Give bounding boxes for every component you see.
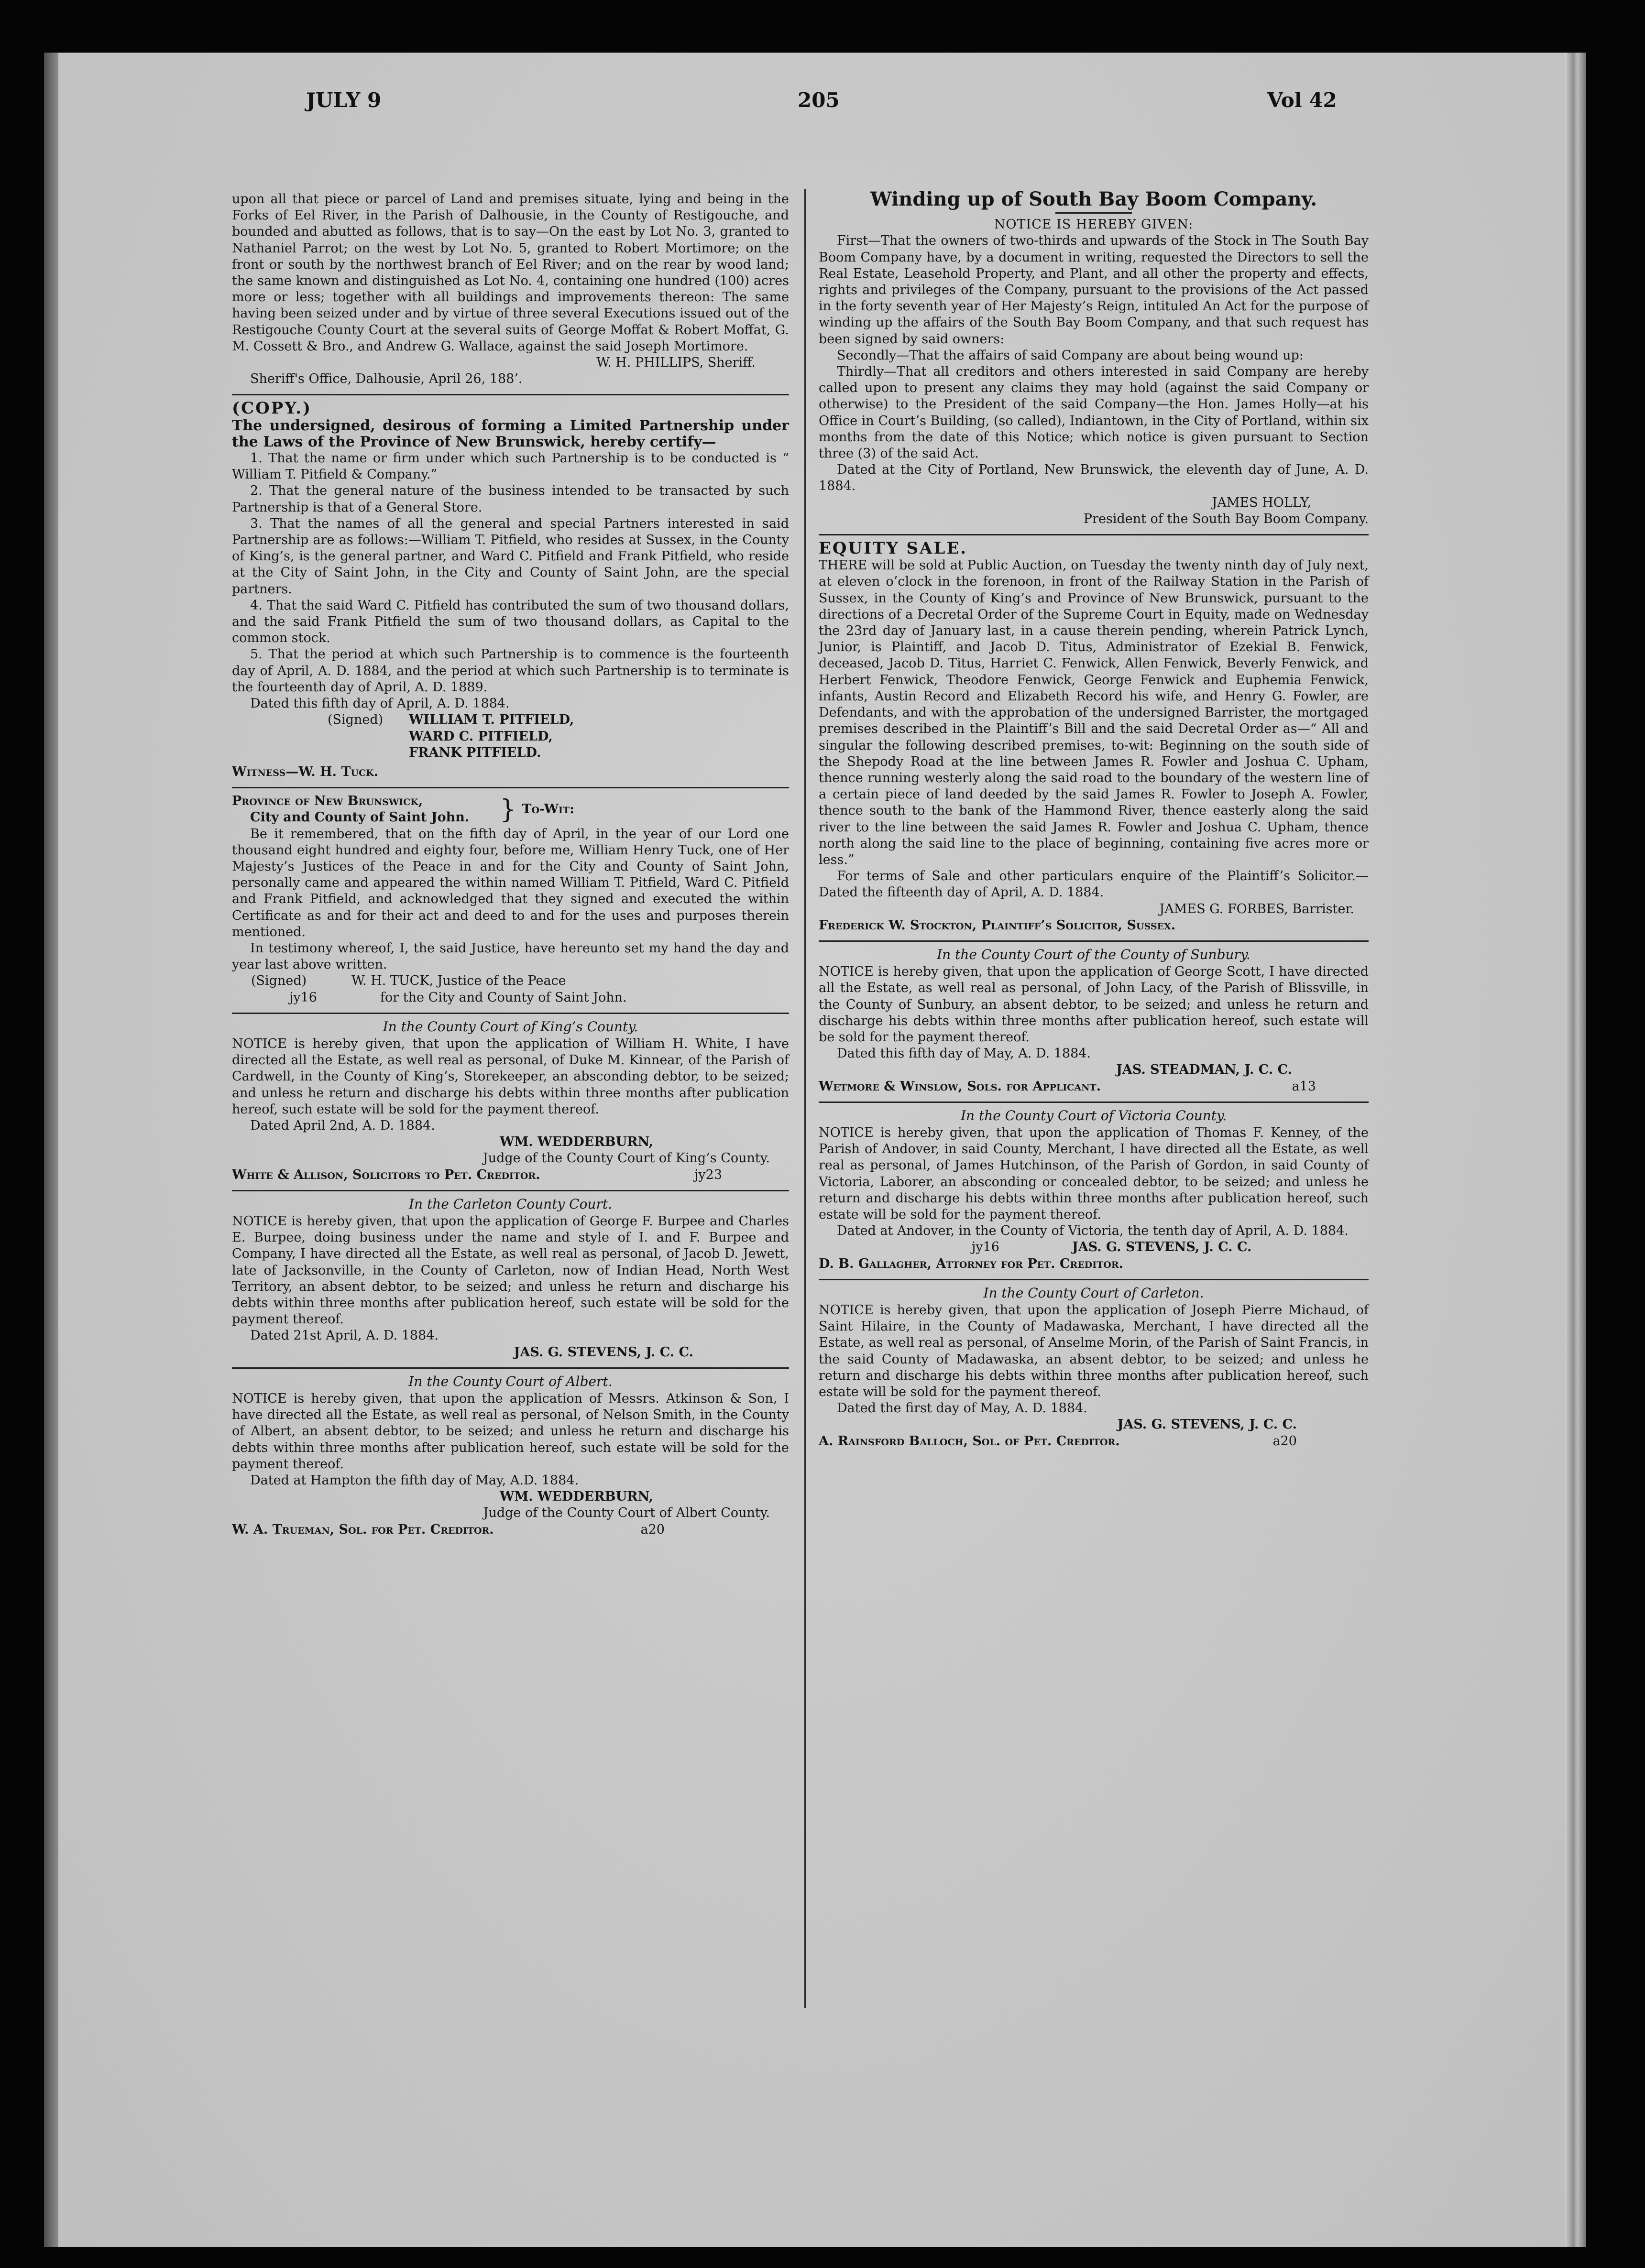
signatories <box>409 712 574 761</box>
forbes-signature: JAMES G. FORBES, Barrister. <box>1159 901 1354 916</box>
carleton-dated: Dated 21st April, A. D. 1884. <box>250 1328 439 1343</box>
signed-label: (Signed) <box>328 712 384 728</box>
albert-solicitor: W. A. Trueman, Sol. for Pet. Creditor. <box>232 1522 494 1537</box>
justice-signed <box>251 973 351 1005</box>
copy-item-2: 2. That the general nature of the business intended to be transacted by such Partnership is that of a General Store. <box>232 483 789 515</box>
copy-intro: The undersigned, desirous of forming a Limited Partnership under the Laws of the Province of New Brunswick, hereby certify— <box>232 417 789 450</box>
signatory: WILLIAM T. PITFIELD, <box>409 712 574 728</box>
section-rule <box>232 787 789 788</box>
section-rule <box>232 1190 789 1191</box>
copy-dated: Dated this fifth day of April, A. D. 1884. <box>250 696 510 711</box>
equity-terms: For terms of Sale and other particulars enquire of the Plaintiff’s Solicitor.—Dated the fifteenth day of April, A. D. 1884. <box>819 869 1369 900</box>
section-rule <box>232 1367 789 1369</box>
albert-judge-title: Judge of the County Court of Albert County. <box>483 1505 770 1521</box>
sunbury-judge: JAS. STEADMAN, J. C. C. <box>1116 1062 1292 1078</box>
carleton2-solicitor: A. Rainsford Balloch, Sol. of Pet. Creditor. <box>819 1433 1120 1449</box>
winding-first: First—That the owners of two-thirds and upwards of the Stock in The South Bay Boom Company have, by a document in writing, requested the Directors to sell the Real Estate, Leasehold Property, and Plant, and all other the property and effects, rights and privileges of the Company, pursuant to the provisions of the Act passed in the forty seventh year of Her Majesty’s Reign, intituled An Act for the purpose of winding up the affairs of the South Bay Boom Company, and that such request has been signed by said owners: <box>819 233 1369 347</box>
justice-code: jy16 <box>289 990 317 1005</box>
signatory: WARD C. PITFIELD, <box>409 729 553 744</box>
albert-solicitor-line <box>232 1522 789 1538</box>
victoria-attorney: D. B. Gallagher, Attorney for Pet. Creditor. <box>819 1256 1124 1271</box>
carleton-court-heading: In the Carleton County Court. <box>409 1196 612 1212</box>
province-lines <box>232 793 500 826</box>
section-rule <box>232 1013 789 1014</box>
kings-judge: WM. WEDDERBURN, <box>500 1134 653 1150</box>
kings-court-heading: In the County Court of King’s County. <box>383 1018 638 1035</box>
carleton2-judge: JAS. G. STEVENS, J. C. C. <box>1117 1417 1297 1432</box>
notice-given-heading: NOTICE IS HEREBY GIVEN: <box>994 217 1194 232</box>
winding-thirdly: Thirdly—That all creditors and others interested in said Company are hereby called upon to present any claims they may hold (against the said Company or otherwise) to the President of the said Company—the Hon. James Holly—at his Office in Court’s Building, (so called), Indiantown, in the City of Portland, within six months from the date of this Notice; which notice is given pursuant to Section three (3) of the said Act. <box>819 364 1369 461</box>
sunbury-solicitor-line <box>819 1079 1369 1095</box>
short-rule <box>1055 212 1132 214</box>
albert-court-heading: In the County Court of Albert. <box>408 1373 613 1389</box>
stockton-line: Frederick W. Stockton, Plaintiff’s Solicitor, Sussex. <box>819 917 1176 933</box>
kings-dated: Dated April 2nd, A. D. 1884. <box>250 1118 435 1133</box>
albert-dated: Dated at Hampton the fifth day of May, A.D. 1884. <box>250 1473 579 1488</box>
copy-item-4: 4. That the said Ward C. Pitfield has contributed the sum of two thousand dollars, and the said Frank Pitfield the sum of two thousand dollars, as Capital to the common stock. <box>232 598 789 646</box>
sunbury-dated: Dated this fifth day of May, A. D. 1884. <box>837 1046 1091 1061</box>
sunbury-notice-text: NOTICE is hereby given, that upon the application of George Scott, I have directed all the Estate, as well real as personal, of John Lacy, of the Parish of Blissville, in the County of Sunbury, an absent debtor, to be seized; and unless he return and discharge his debts within three months after publication hereof, such estate will be sold for the payment thereof. <box>819 964 1369 1045</box>
kings-notice-text: NOTICE is hereby given, that upon the application of William H. White, I have directed all the Estate, as well real as personal, of Duke M. Kinnear, of the Parish of Cardwell, in the County of King’s, Storekeeper, an absconding debtor, to be seized; and unless he return and discharge his debts within three months after publication hereof, such estate will be sold for the payment thereof. <box>232 1036 789 1117</box>
justice-name: W. H. TUCK, Justice of the Peace <box>351 973 566 989</box>
victoria-dated: Dated at Andover, in the County of Victoria, the tenth day of April, A. D. 1884. <box>837 1223 1349 1239</box>
copy-item-3: 3. That the names of all the general and special Partners interested in said Partnership are as follows:—William T. Pitfield, who resides at Sussex, in the County of King’s, is the general partner, and Ward C. Pitfield and Frank Pitfield, who reside at the City of Saint John, in the City and County of Saint John, are the special partners. <box>232 516 789 597</box>
kings-solicitors: White & Allison, Solicitors to Pet. Creditor. <box>232 1167 540 1182</box>
carleton-judge: JAS. G. STEVENS, J. C. C. <box>514 1344 693 1360</box>
victoria-judge: JAS. G. STEVENS, J. C. C. <box>1072 1240 1252 1255</box>
section-rule <box>232 394 789 395</box>
albert-notice-text: NOTICE is hereby given, that upon the application of Messrs. Atkinson & Son, I have directed all the Estate, as well real as personal, of Nelson Smith, in the County of Albert, an absent debtor, to be seized; and unless he return and discharge his debts within three months after publication hereof, such estate will be sold for the payment thereof. <box>232 1391 789 1472</box>
testimony-text: In testimony whereof, I, the said Justice, have hereunto set my hand the day and year last above written. <box>232 940 789 972</box>
kings-solicitor-line <box>232 1167 789 1183</box>
sunbury-court-heading: In the County Court of the County of Sunbury. <box>937 946 1250 962</box>
province-line: Province of New Brunswick, <box>232 794 423 809</box>
copy-item-5: 5. That the period at which such Partnership is to commence is the fourteenth day of April, A. D. 1884, and the period at which such Partnership is to terminate is the fourteenth day of April, A. D. 1889. <box>232 647 789 695</box>
victoria-court-heading: In the County Court of Victoria County. <box>960 1107 1227 1123</box>
winding-secondly: Secondly—That the affairs of said Company are about being wound up: <box>837 348 1304 363</box>
victoria-judge-line <box>819 1239 1369 1255</box>
brace-glyph: } <box>500 794 516 825</box>
kings-code: jy23 <box>694 1167 722 1182</box>
right-column <box>819 188 1369 1450</box>
carleton2-notice-text: NOTICE is hereby given, that upon the application of Joseph Pierre Michaud, of Saint Hilaire, in the County of Madawaska, Merchant, I have directed all the Estate, as well real as personal, of Anselme Morin, of the Parish of Saint Francis, in the said County of Madawaska, an absent debtor, to be seized; and unless he return and discharge his debts within three months after publication hereof, such estate will be sold for the payment thereof. <box>819 1303 1369 1400</box>
holly-signature: JAMES HOLLY, <box>1212 495 1311 510</box>
witness-line: Witness—W. H. Tuck. <box>232 764 379 779</box>
carleton2-solicitor-line <box>819 1433 1369 1450</box>
copy-item-1: 1. That the name or firm under which such Partnership is to be conducted is “ William T. Pitfield & Company.” <box>232 451 789 482</box>
signed-label: (Signed) <box>251 973 307 989</box>
section-rule <box>819 1101 1369 1103</box>
section-rule <box>819 534 1369 535</box>
carleton2-court-heading: In the County Court of Carleton. <box>983 1285 1204 1301</box>
justice-details <box>351 973 627 1005</box>
sunbury-solicitors: Wetmore & Winslow, Sols. for Applicant. <box>819 1079 1101 1094</box>
copy-heading: (COPY.) <box>232 399 312 418</box>
signatures-block <box>232 712 789 761</box>
sunbury-code: a13 <box>1292 1079 1316 1094</box>
header-page-number: 205 <box>798 88 840 112</box>
equity-sale-heading: EQUITY SALE. <box>819 539 968 558</box>
section-rule <box>819 940 1369 942</box>
header-date: JULY 9 <box>306 88 382 112</box>
page-binding-shadow <box>44 53 58 2247</box>
albert-code: a20 <box>640 1522 665 1537</box>
carleton2-dated: Dated the first day of May, A. D. 1884. <box>837 1401 1087 1416</box>
kings-judge-title: Judge of the County Court of King’s County. <box>483 1151 770 1166</box>
winding-dated: Dated at the City of Portland, New Brunswick, the eleventh day of June, A. D. 1884. <box>819 462 1369 494</box>
column-divider <box>804 189 806 2008</box>
section-rule <box>819 1279 1369 1280</box>
victoria-notice-text: NOTICE is hereby given, that upon the application of Thomas F. Kenney, of the Parish of Andover, in said County, Merchant, I have directed all the Estate, as well real as personal, of James Hutchinson, of the Parish of Gordon, in said County of Victoria, Laborer, an absconding or concealed debtor, to be seized; and unless he return and discharge his debts within three months after publication hereof, such estate will be sold for the payment thereof. <box>819 1125 1369 1222</box>
victoria-code: jy16 <box>972 1240 999 1255</box>
holly-title: President of the South Bay Boom Company. <box>1083 511 1369 526</box>
sheriff-notice-text: upon all that piece or parcel of Land and premises situate, lying and being in the Forks of Eel River, in the Parish of Dalhousie, in the County of Restigouche, and bounded and abutted as follows, that is to say—On the east by Lot No. 3, granted to Nathaniel Parrot; on the west by Lot No. 5, granted to Robert Mortimore; on the front or south by the northwest branch of Eel River; and on the rear by wood land; the same known and distinguished as Lot No. 4, containing one hundred (100) acres more or less; together with all buildings and improvements thereon: The same having been seized under and by virtue of three several Executions issued out of the Restigouche County Court at the several suits of George Moffat & Robert Moffat, G. M. Cossett & Bro., and Andrew G. Wallace, against the said Joseph Mortimore. <box>232 192 789 354</box>
sheriff-office-line: Sheriff's Office, Dalhousie, April 26, 188’. <box>250 371 523 387</box>
page-edge-shadow <box>1565 53 1586 2247</box>
carleton2-code: a20 <box>1272 1433 1297 1449</box>
justice-block <box>232 973 789 1005</box>
albert-judge: WM. WEDDERBURN, <box>500 1489 653 1505</box>
carleton-notice-text: NOTICE is hereby given, that upon the application of George F. Burpee and Charles E. Burpee, doing business under the name and style of I. and F. Burpee and Company, I have directed all the Estate, as well real as personal, of Jacob D. Jewett, late of Jacksonville, in the County of Carleton, now of Indian Head, North West Territory, an absent debtor, to be seized; and unless he return and discharge his debts within three months after publication hereof, such estate will be sold for the payment thereof. <box>232 1213 789 1327</box>
remembered-text: Be it remembered, that on the fifth day of April, in the year of our Lord one thousand eight hundred and eighty four, before me, William Henry Tuck, one of Her Majesty’s Justices of the Peace in and for the City and County of Saint John, personally came and appeared the within named William T. Pitfield, Ward C. Pitfield and Frank Pitfield, and acknowledged that they signed and executed the within Certificate as and for their act and deed to and for the uses and purposes therein mentioned. <box>232 826 789 939</box>
sheriff-signature: W. H. PHILLIPS, Sheriff. <box>596 355 756 371</box>
justice-place: for the City and County of Saint John. <box>380 990 627 1005</box>
header-volume: Vol 42 <box>1267 88 1337 112</box>
winding-up-heading: Winding up of South Bay Boom Company. <box>870 188 1317 210</box>
city-county-line: City and County of Saint John. <box>250 810 470 825</box>
province-block <box>232 793 789 826</box>
to-wit-label: To-Wit: <box>522 802 575 817</box>
equity-sale-text: THERE will be sold at Public Auction, on Tuesday the twenty ninth day of July next, at eleven o’clock in the forenoon, in front of the Railway Station in the Parish of Sussex, in the County of King’s and Province of New Brunswick, pursuant to the directions of a Decretal Order of the Supreme Court in Equity, made on Wednesday the 23rd day of January last, in a cause therein pending, wherein Patrick Lynch, Junior, is Plaintiff, and Jacob D. Titus, Administrator of Ezekial B. Fenwick, deceased, Jacob D. Titus, Harriet C. Fenwick, Allen Fenwick, Beverly Fenwick, and Herbert Fenwick, Theodore Fenwick, George Fenwick and Euphemia Fenwick, infants, Austin Record and Elizabeth Record his wife, and Henry G. Fowler, are Defendants, and with the approbation of the undersigned Barrister, the mortgaged premises described in the Plaintiff’s Bill and the said Decretal Order as—“ All and singular the following described premises, to-wit: Beginning on the south side of the Shepody Road at the line between James R. Fowler and Joshua C. Upham, thence running westerly along the said road to the boundary of the western line of a certain piece of land deeded by the said James R. Fowler to Joseph A. Fowler, thence south to the bank of the Hammond River, thence easterly along the said river to the line between the said James R. Fowler and Joshua C. Upham, thence north along the said line to the place of beginning, containing five acres more or less.” <box>819 558 1369 867</box>
left-column <box>232 191 789 1538</box>
signatory: FRANK PITFIELD. <box>409 745 541 760</box>
